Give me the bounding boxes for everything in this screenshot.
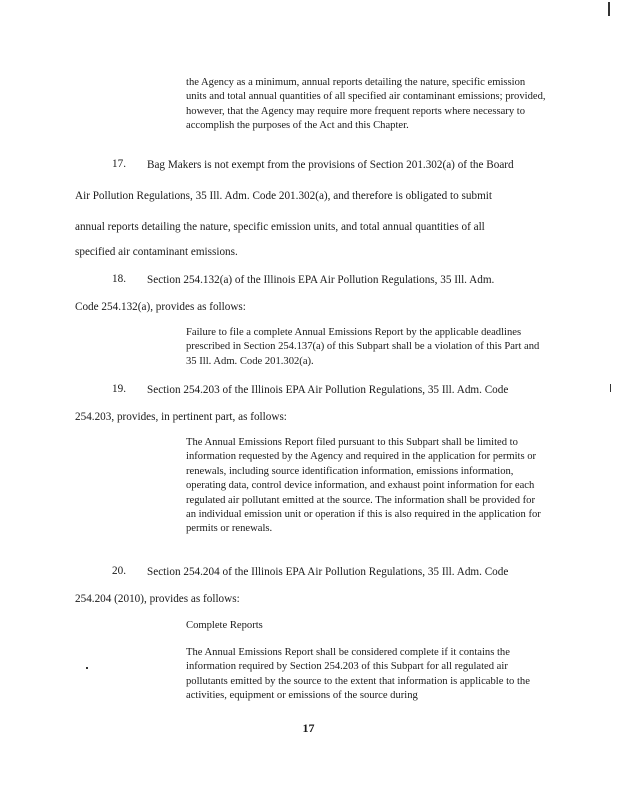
para19-quote: The Annual Emissions Report filed pursuant to this Subpart shall be limited to information requested by the Agency and required in the application for permits or renewals, including source identification information, emissions information, operating data, control device information, and exhaust point information for each regulated air pollutant emitted at the source. The information shall be provided for an individual emission unit or operation if this is also required in the application for permits or renewals. (186, 437, 541, 535)
page-number: 17 (302, 721, 315, 735)
scan-dot (86, 667, 88, 669)
para18-number: 18. (112, 273, 126, 285)
scan-mark-top-right (608, 2, 610, 16)
para18-quote: Failure to file a complete Annual Emissions Report by the applicable deadlines prescribed in Section 254.137(a) of this Subpart shall be a violation of this Part and 35 Ill. Adm. Code 201.302(a). (186, 327, 540, 367)
quote-intro: the Agency as a minimum, annual reports detailing the nature, specific emission units and total annual quantities of all specified air contaminant emissions; provided, however, that the Agency may require more frequent reports where necessary to accomplish the purposes of the Act and this Chapter. (186, 77, 546, 132)
para18-line2: Code 254.132(a), provides as follows: (75, 301, 246, 313)
para20-quote-heading: Complete Reports (186, 620, 263, 631)
para19-line2: 254.203, provides, in pertinent part, as follows: (75, 411, 287, 423)
para18-line1: Section 254.132(a) of the Illinois EPA Air Pollution Regulations, 35 Ill. Adm. (147, 274, 495, 286)
scan-mark-right (610, 384, 611, 392)
para20-number: 20. (112, 565, 126, 577)
para17-line4: specified air contaminant emissions. (75, 246, 238, 258)
para20-line2: 254.204 (2010), provides as follows: (75, 593, 240, 605)
para19-number: 19. (112, 383, 126, 395)
para17-number: 17. (112, 158, 126, 170)
para20-quote: The Annual Emissions Report shall be considered complete if it contains the information required by Section 254.203 of this Subpart for all regulated air pollutants emitted by the source to the extent that information is applicable to the activities, equipment or emissions of the source during (186, 647, 530, 702)
para20-line1: Section 254.204 of the Illinois EPA Air Pollution Regulations, 35 Ill. Adm. Code (147, 566, 509, 578)
para17-line3: annual reports detailing the nature, specific emission units, and total annual quantities of all (75, 221, 485, 233)
para17-line2: Air Pollution Regulations, 35 Ill. Adm. Code 201.302(a), and therefore is obligated to submit (75, 190, 492, 202)
para19-line1: Section 254.203 of the Illinois EPA Air Pollution Regulations, 35 Ill. Adm. Code (147, 384, 509, 396)
para17-line1: Bag Makers is not exempt from the provisions of Section 201.302(a) of the Board (147, 159, 514, 171)
